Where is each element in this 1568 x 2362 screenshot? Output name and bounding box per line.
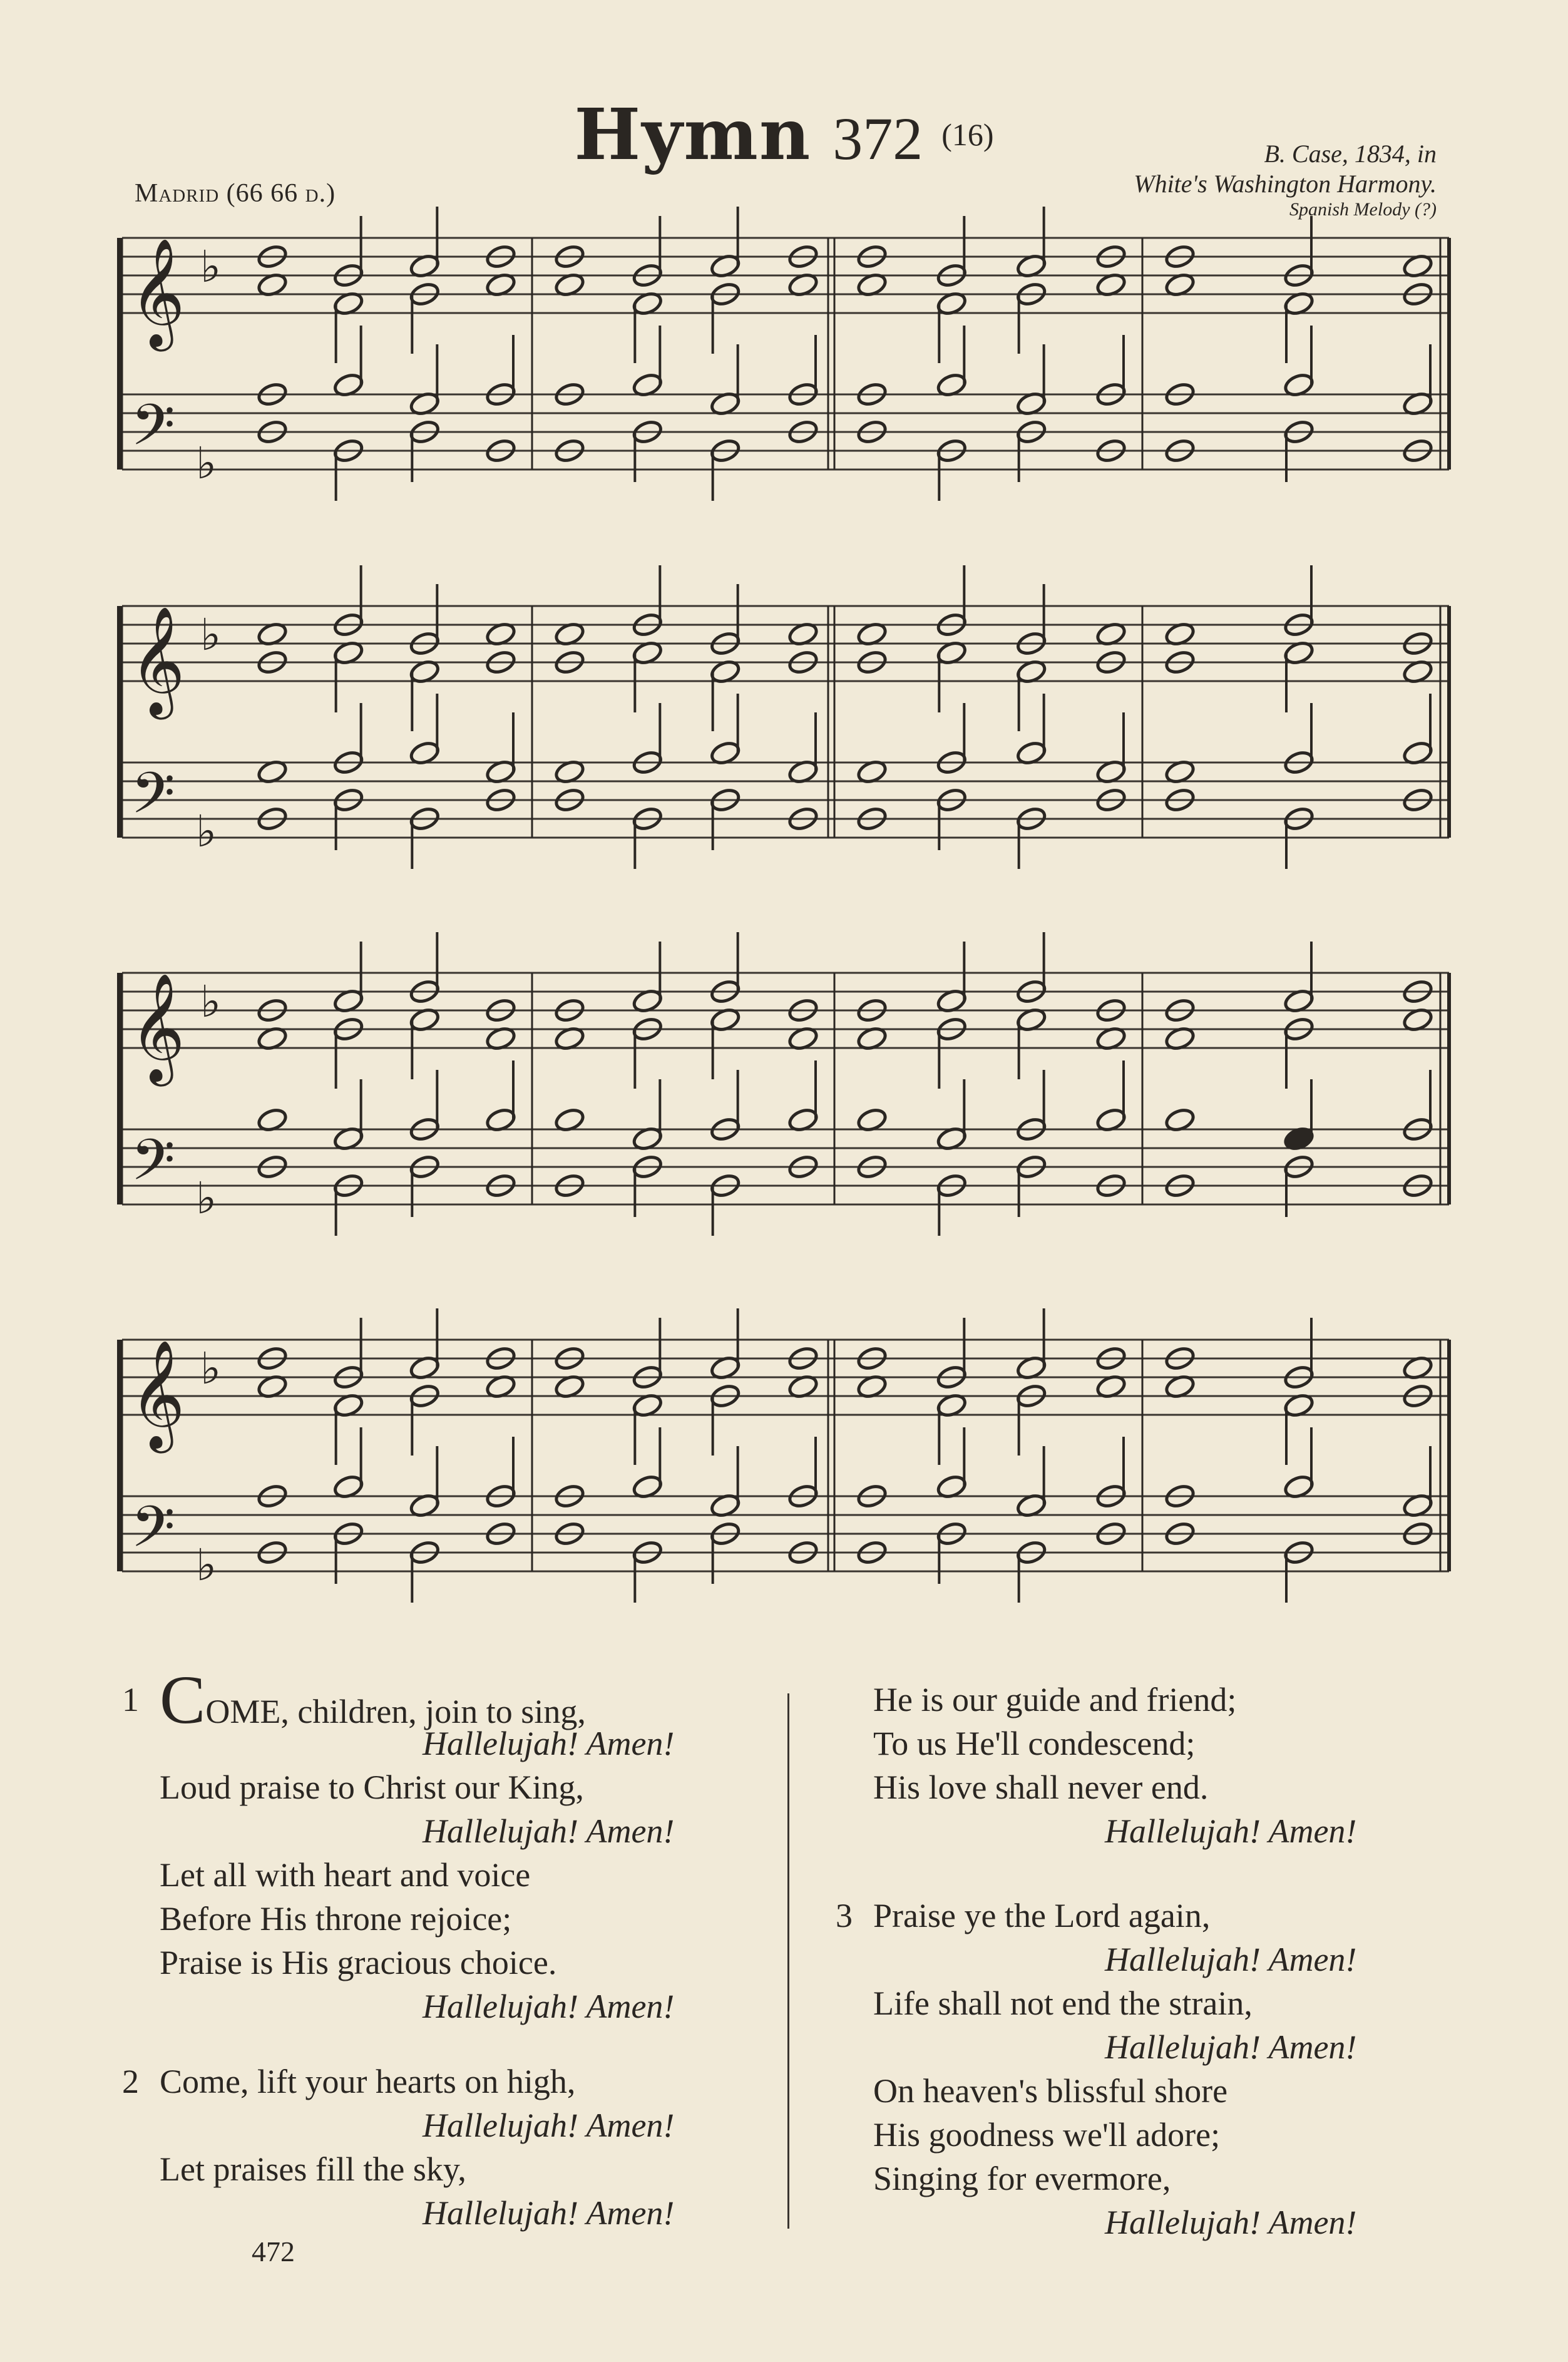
treble-clef-icon: 𝄞 [130,973,185,1082]
line-text: Singing for evermore, [873,2160,1171,2197]
drop-cap: C [160,1661,206,1738]
line-text: Hallelujah! Amen! [423,1725,675,1762]
refrain-line [423,2191,674,2235]
line-text: Hallelujah! Amen! [1105,2204,1357,2241]
line-text: Hallelujah! Amen! [1105,2028,1357,2066]
verse-line [873,2113,1220,2157]
line-text: Let praises fill the sky, [160,2150,466,2188]
bass-clef-icon: 𝄢 [131,1127,175,1207]
refrain-line [423,1809,674,1853]
bass-clef-icon: 𝄢 [131,392,175,472]
line-text: Before His throne rejoice; [160,1900,512,1938]
line-text: Hallelujah! Amen! [423,2107,675,2144]
verse-line [873,1722,1195,1765]
refrain-line [1105,1809,1356,1853]
line-text: He is our guide and friend; [873,1681,1237,1718]
line-text: On heaven's blissful shore [873,2072,1228,2110]
line-text: Let all with heart and voice [160,1856,531,1894]
refrain-line [423,1985,674,2028]
line-text: Come, lift your hearts on high, [160,2063,576,2100]
bass-clef-icon: 𝄢 [131,760,175,840]
tune-name: Madrid (66 66 d.) [135,179,336,208]
verse-line [873,1981,1253,2025]
flat-icon: ♭ [200,609,222,660]
line-text: Hallelujah! Amen! [1105,1941,1357,1978]
verse-number: 3 [836,1897,853,1934]
line-text: Hallelujah! Amen! [423,2194,675,2232]
flat-icon: ♭ [200,976,222,1027]
verse-line [160,2060,575,2103]
refrain-line [423,2103,674,2147]
verse-line [160,1941,556,1985]
verse-number: 2 [122,2063,139,2100]
line-text: His love shall never end. [873,1769,1209,1806]
line-text: His goodness we'll adore; [873,2116,1221,2154]
flat-icon: ♭ [196,806,217,857]
verse-line [160,1853,530,1897]
verse-line [873,2157,1171,2200]
line-text: To us He'll condescend; [873,1725,1196,1762]
flat-icon: ♭ [196,438,217,489]
verse-line [873,1678,1236,1722]
verse-number: 1 [122,1681,139,1718]
treble-clef-icon: 𝄞 [130,238,185,347]
line-text: OME, children, join to sing, [205,1693,586,1730]
verse-line [160,1765,584,1809]
treble-clef-icon: 𝄞 [130,1340,185,1449]
line-text: Loud praise to Christ our King, [160,1769,584,1806]
line-text: Hallelujah! Amen! [1105,1812,1357,1850]
refrain-line [1105,2025,1356,2069]
line-text: Life shall not end the strain, [873,1985,1253,2022]
hymn-number: 372 [833,105,923,172]
flat-icon: ♭ [196,1173,217,1224]
verse-line [160,2147,466,2191]
hymn-alt-number: (16) [941,117,994,152]
attribution-composer: B. Case, 1834, in [1264,140,1437,168]
treble-clef-icon: 𝄞 [130,606,185,715]
page-number: 472 [252,2236,295,2267]
hymn-title-word: Hymn [574,94,812,176]
attribution-source: White's Washington Harmony. [1134,170,1437,198]
verse-line [873,2069,1227,2113]
verse-line [873,1894,1210,1938]
column-divider [787,1693,789,2229]
line-text: Praise ye the Lord again, [873,1897,1211,1934]
flat-icon: ♭ [200,241,222,292]
attribution-melody: Spanish Melody (?) [1289,199,1437,220]
verse-line [160,1897,511,1941]
line-text: Hallelujah! Amen! [423,1988,675,2025]
bass-clef-icon: 𝄢 [131,1494,175,1574]
flat-icon: ♭ [196,1539,217,1591]
refrain-line [423,1722,674,1765]
line-text: Hallelujah! Amen! [423,1812,675,1850]
verse-line [873,1765,1208,1809]
refrain-line [1105,2200,1356,2244]
flat-icon: ♭ [200,1343,222,1394]
refrain-line [1105,1938,1356,1981]
line-text: Praise is His gracious choice. [160,1944,557,1981]
